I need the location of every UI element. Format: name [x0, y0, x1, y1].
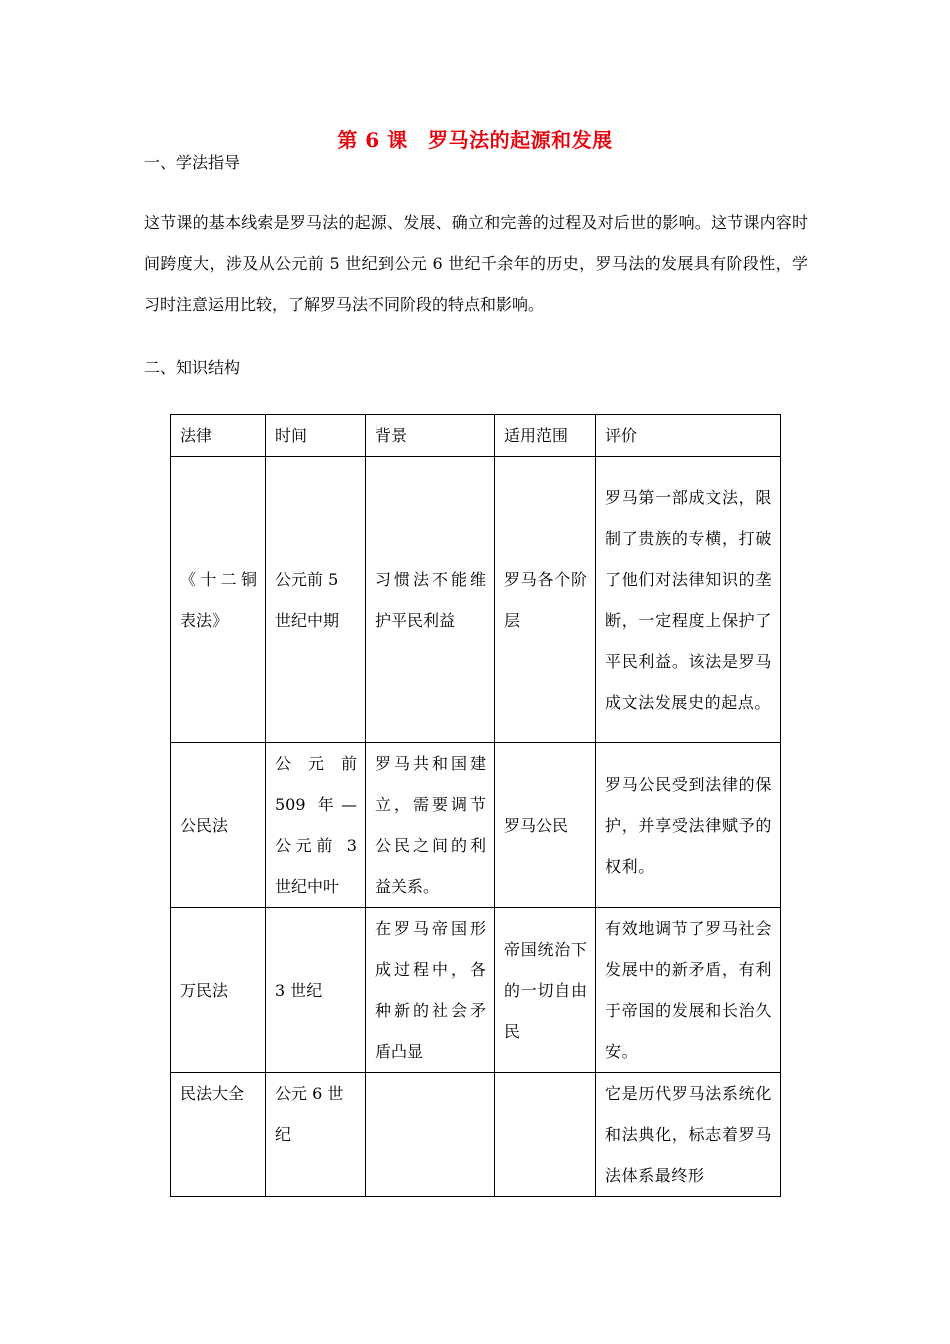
cell-evaluation: 它是历代罗马法系统化和法典化，标志着罗马法体系最终形 — [596, 1073, 781, 1197]
section-heading-knowledge-structure: 二、知识结构 — [144, 358, 241, 377]
cell-time: 3 世纪 — [266, 908, 366, 1073]
page-title: 第 6 课 罗马法的起源和发展 — [337, 128, 613, 152]
intro-paragraph: 这节课的基本线索是罗马法的起源、发展、确立和完善的过程及对后世的影响。这节课内容时间跨度大，涉及从公元前 5 世纪到公元 6 世纪千余年的历史，罗马法的发展具有阶段性，学习时注意运用比较，了解罗马法不同阶段的特点和影响。 — [144, 213, 808, 314]
cell-law: 公民法 — [171, 743, 266, 908]
table-row — [171, 457, 781, 743]
header-background: 背景 — [366, 415, 495, 457]
header-scope: 适用范围 — [495, 415, 596, 457]
cell-evaluation: 罗马第一部成文法，限制了贵族的专横，打破了他们对法律知识的垄断，一定程度上保护了平民利益。该法是罗马成文法发展史的起点。 — [596, 457, 781, 743]
table-row — [171, 908, 781, 1073]
cell-evaluation: 罗马公民受到法律的保护，并享受法律赋予的权利。 — [596, 743, 781, 908]
header-evaluation: 评价 — [596, 415, 781, 457]
table-row — [171, 1073, 781, 1197]
header-time: 时间 — [266, 415, 366, 457]
cell-scope: 罗马公民 — [495, 743, 596, 908]
cell-background: 习惯法不能维护平民利益 — [366, 457, 495, 743]
cell-law: 万民法 — [171, 908, 266, 1073]
cell-law: 民法大全 — [171, 1073, 266, 1197]
cell-time: 公元 6 世纪 — [266, 1073, 366, 1197]
cell-scope: 帝国统治下的一切自由民 — [495, 908, 596, 1073]
section-heading-study-guide: 一、学法指导 — [144, 153, 241, 172]
table-header-row — [171, 415, 781, 457]
cell-evaluation: 有效地调节了罗马社会发展中的新矛盾，有利于帝国的发展和长治久安。 — [596, 908, 781, 1073]
table-row — [171, 743, 781, 908]
cell-scope — [495, 1073, 596, 1197]
cell-background: 在罗马帝国形成过程中，各种新的社会矛盾凸显 — [366, 908, 495, 1073]
header-law: 法律 — [171, 415, 266, 457]
cell-law: 《十二铜表法》 — [171, 457, 266, 743]
cell-background: 罗马共和国建立，需要调节公民之间的利益关系。 — [366, 743, 495, 908]
cell-time: 公元前 5 世纪中期 — [266, 457, 366, 743]
knowledge-table — [170, 414, 781, 1197]
cell-background — [366, 1073, 495, 1197]
cell-scope: 罗马各个阶层 — [495, 457, 596, 743]
cell-time: 公元前 509 年—公元前 3 世纪中叶 — [266, 743, 366, 908]
